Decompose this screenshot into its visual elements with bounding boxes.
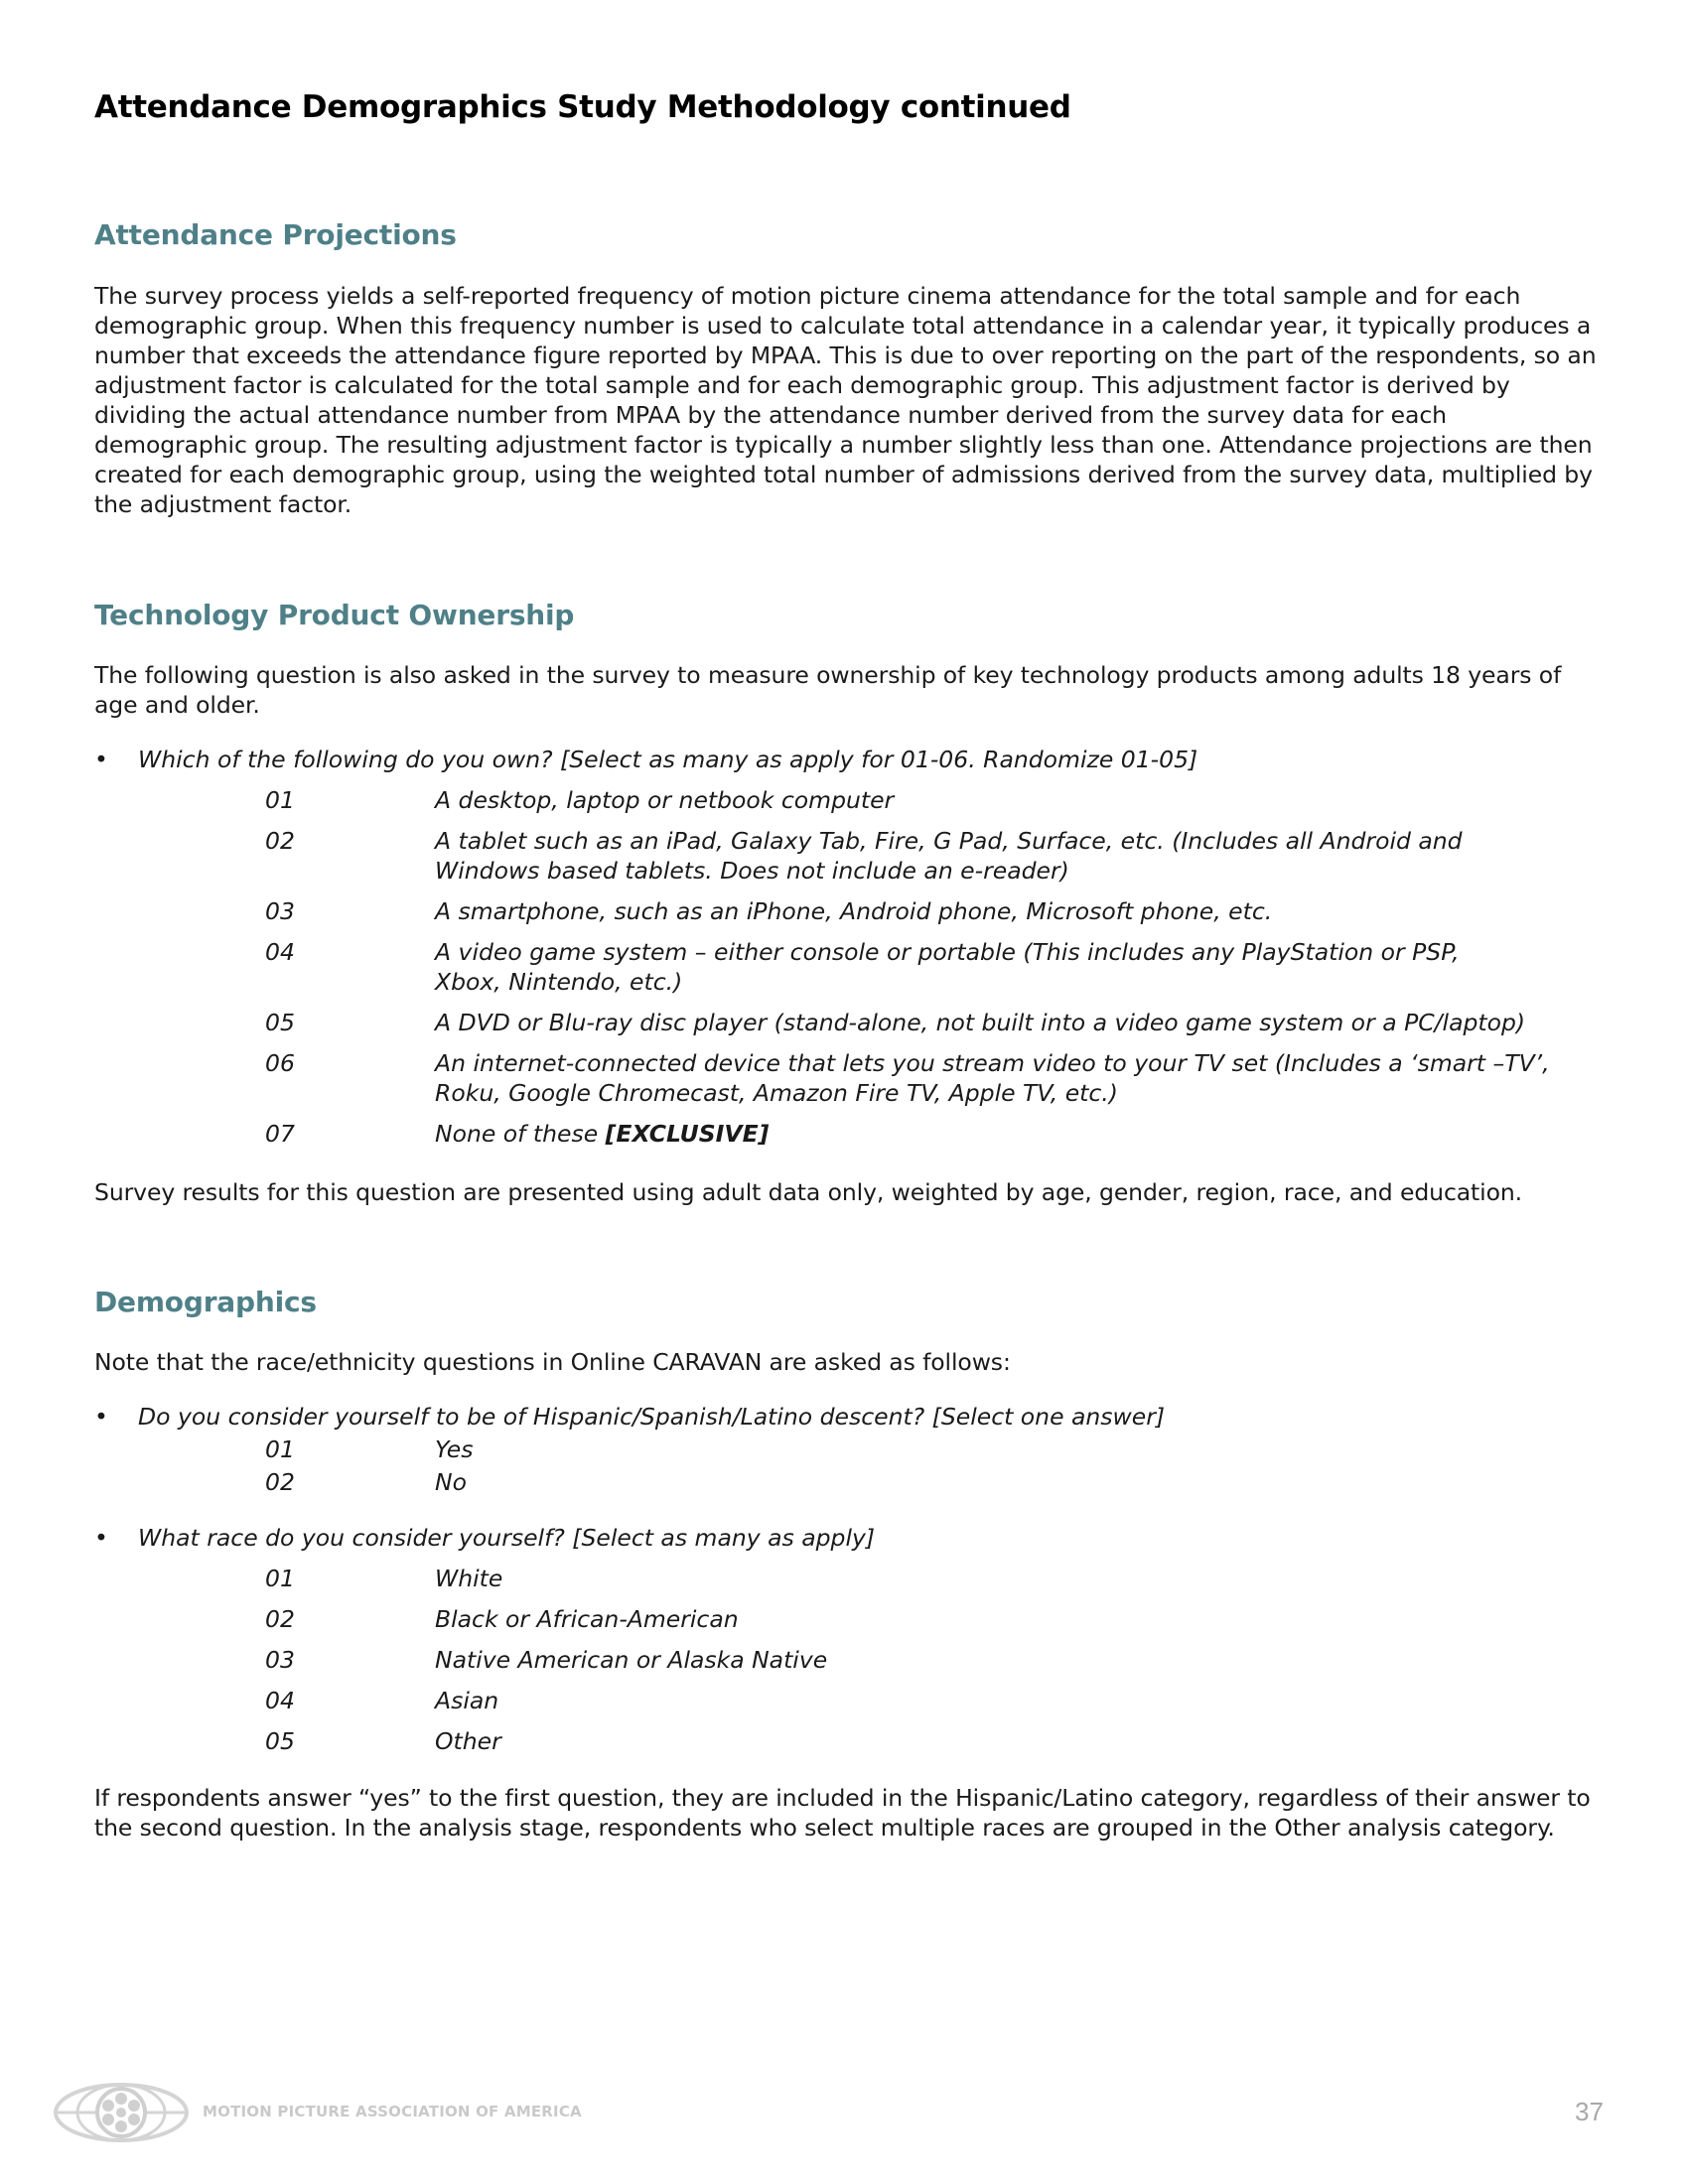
race-question-text: What race do you consider yourself? [Select as many as apply] [138,1524,876,1552]
section-heading-attendance-projections: Attendance Projections [94,218,457,251]
option-text: A tablet such as an iPad, Galaxy Tab, Fire, G Pad, Surface, etc. (Includes all Android and Windows based tablets. Does not include an e-reader) [435,827,1463,885]
option-code: 02 [265,1468,295,1496]
technology-note: Survey results for this question are presented using adult data only, weighted by age, gender, region, race, and education. [94,1178,1523,1206]
option-code: 03 [265,897,295,925]
exclusive-tag: [EXCLUSIVE] [605,1120,770,1148]
section-heading-technology: Technology Product Ownership [94,599,575,631]
bullet: • [94,746,108,773]
film-reel-globe-icon [52,2080,191,2145]
technology-question-text: Which of the following do you own? [Select as many as apply for 01-06. Randomize 01-05] [138,746,1198,773]
page-title: Attendance Demographics Study Methodology continued [94,89,1071,125]
option-text: White [435,1565,503,1592]
hispanic-question-text: Do you consider yourself to be of Hispanic/Spanish/Latino descent? [Select one answer] [138,1403,1166,1431]
option-code: 01 [265,786,295,814]
option-code: 04 [265,938,295,966]
option-text: A DVD or Blu-ray disc player (stand-alone, not built into a video game system or a PC/laptop) [435,1009,1526,1036]
attendance-projections-body: The survey process yields a self-reported frequency of motion picture cinema attendance for the total sample and for each demographic group. When this frequency number is used to calculate total attendance in a calendar year, it typically produces a number that exceeds the attendance figure reported by MPAA. This is due to over reporting on the part of the respondents, so an adjustment factor is calculated for the total sample and for each demographic group. This adjustment factor is derived by dividing the actual attendance number from MPAA by the attendance number derived from the survey data for each demographic group. The resulting adjustment factor is typically a number slightly less than one. Attendance projections are then created for each demographic group, using the weighted total number of admissions derived from the survey data, multiplied by the adjustment factor. [94,282,1597,518]
option-text: A desktop, laptop or netbook computer [435,786,895,814]
option-code: 02 [265,1605,295,1633]
option-text: Yes [435,1435,474,1463]
option-code: 02 [265,827,295,855]
option-code: 03 [265,1646,295,1674]
demographics-closing: If respondents answer “yes” to the first question, they are included in the Hispanic/Latino category, regardless of their answer to the second question. In the analysis stage, respondents who select multiple races are grouped in the Other analysis category. [94,1784,1591,1842]
bullet: • [94,1403,108,1431]
footer-organization: MOTION PICTURE ASSOCIATION OF AMERICA [203,2103,582,2120]
option-text: A smartphone, such as an iPhone, Android phone, Microsoft phone, etc. [435,897,1273,925]
option-label: None of these [435,1120,599,1148]
option-text: Asian [435,1687,499,1714]
option-text: Native American or Alaska Native [435,1646,828,1674]
option-text: Other [435,1727,501,1755]
option-text: No [435,1468,467,1496]
page-number: 37 [1575,2097,1604,2126]
technology-intro: The following question is also asked in the survey to measure ownership of key technology products among adults 18 years of age and older. [94,661,1562,719]
option-code: 01 [265,1565,295,1592]
bullet: • [94,1524,108,1552]
section-heading-demographics: Demographics [94,1286,317,1318]
option-code: 01 [265,1435,295,1463]
option-text: A video game system – either console or portable (This includes any PlayStation or PSP, Xbox, Nintendo, etc.) [435,938,1460,996]
option-text: An internet-connected device that lets you stream video to your TV set (Includes a ‘smart –TV’, Roku, Google Chromecast, Amazon Fire TV, Apple TV, etc.) [435,1049,1550,1107]
option-code: 04 [265,1687,295,1714]
option-code: 05 [265,1009,295,1036]
option-code: 06 [265,1049,295,1077]
option-text [435,1119,1626,1149]
option-text: Black or African-American [435,1605,739,1633]
demographics-intro: Note that the race/ethnicity questions in Online CARAVAN are asked as follows: [94,1348,1011,1376]
option-code: 05 [265,1727,295,1755]
option-code: 07 [265,1120,295,1148]
